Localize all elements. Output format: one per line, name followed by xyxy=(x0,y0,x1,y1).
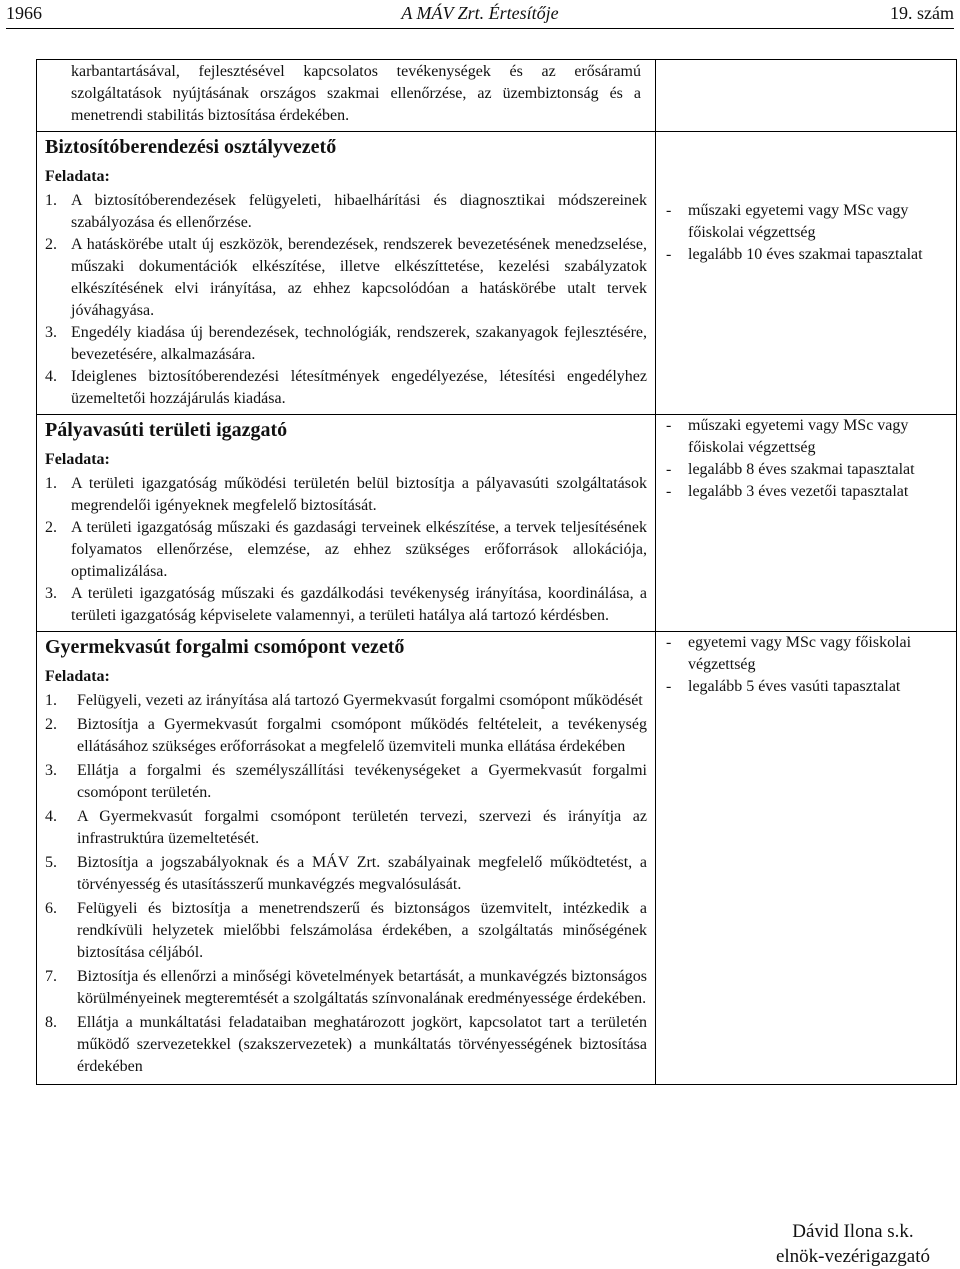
page-number: 1966 xyxy=(6,3,42,23)
task-item: 6. Felügyeli és biztosítja a menetrendszerű és biztonságos üzemvitelt, intézkedik a rendkívüli helyzetek mielőbbi felszámolása érdekében, a szolgáltatás minőségének biztosítása céljából. xyxy=(45,900,647,961)
position-2-tasks-cell xyxy=(37,415,656,632)
position-3-requirements xyxy=(662,632,950,698)
requirement-item: - egyetemi vagy MSc vagy főiskolai végzettség xyxy=(666,634,912,673)
signatory-name: Dávid Ilona s.k. xyxy=(792,1221,914,1242)
position-1-tasks-cell xyxy=(37,132,656,415)
task-item: 3. A területi igazgatóság műszaki és gazdálkodási tevékenység irányítása, koordinálása, a területi igazgatóság képviselete valamennyi, a területi hatálya alá tartozó kérdésben. xyxy=(45,585,647,624)
requirement-item: - műszaki egyetemi vagy MSc vagy főiskolai végzettség xyxy=(666,417,909,456)
position-2-title: Pályavasúti területi igazgató xyxy=(45,419,288,441)
requirement-item: - legalább 3 éves vezetői tapasztalat xyxy=(666,483,909,500)
position-row-2 xyxy=(37,415,957,632)
position-2-task-label: Feladata: xyxy=(45,451,110,468)
signatory-role: elnök-vezérigazgató xyxy=(775,1246,930,1267)
task-item: 8. Ellátja a munkáltatási feladataiban meghatározott jogkört, kapcsolatot tart a területén működő szervezetekkel (szakszervezetek) a munkáltatás törvényességének biztosítása érdekében xyxy=(45,1014,647,1075)
position-row-3 xyxy=(37,632,957,1085)
task-item: 4. A Gyermekvasút forgalmi csomópont területén tervezi, szervezi és irányítja az infrastruktúra üzemeltetését. xyxy=(45,808,647,847)
task-item: 3. Ellátja a forgalmi és személyszállítási tevékenységeket a Gyermekvasút forgalmi csomópont területén. xyxy=(45,762,647,801)
requirement-item: - legalább 8 éves szakmai tapasztalat xyxy=(666,461,915,478)
requirement-item: - műszaki egyetemi vagy MSc vagy főiskolai végzettség xyxy=(666,202,909,241)
position-1-task-label: Feladata: xyxy=(45,168,110,185)
task-item: 7. Biztosítja és ellenőrzi a minőségi követelmények betartását, a munkavégzés biztonságos körülményeinek megteremtését a szolgáltatás színvonalának eredményessége érdekében. xyxy=(45,968,647,1007)
task-item: 4. Ideiglenes biztosítóberendezési létesítmények engedélyezése, létesítési engedélyhez üzemeltetői hozzájárulás kiadása. xyxy=(45,368,647,407)
position-3-tasks-cell xyxy=(37,632,656,1085)
position-3-requirements-cell xyxy=(656,632,957,1085)
task-item: 5. Biztosítja a jogszabályoknak és a MÁV Zrt. szabályainak megfelelő működtetést, a törvényesség és utasításszerű munkavégzés megvalósulását. xyxy=(45,854,647,893)
position-2-requirements-cell xyxy=(656,415,957,632)
task-item: 3. Engedély kiadása új berendezések, technológiák, rendszerek, szakanyagok fejlesztésére, bevezetésére, alkalmazására. xyxy=(45,324,647,363)
position-1-task-list xyxy=(45,190,647,410)
position-1-title: Biztosítóberendezési osztályvezető xyxy=(45,136,337,158)
position-1-requirements xyxy=(662,200,950,266)
task-item: 1. Felügyeli, vezeti az irányítása alá tartozó Gyermekvasút forgalmi csomópont működését xyxy=(45,692,643,709)
intro-row xyxy=(37,60,957,132)
position-row-1 xyxy=(37,132,957,415)
intro-requirements-cell xyxy=(656,60,957,132)
task-item: 2. A hatáskörébe utalt új eszközök, berendezések, rendszerek bevezetésének menedzselése, műszaki dokumentációk elkészítése, illetve elkészíttetése, kezelési szabályzatok elkészítésének elvi irányítása, az ehhez kapcsolódóan a hatáskörébe utalt tervek jóváhagyása. xyxy=(45,236,647,319)
task-item: 2. A területi igazgatóság műszaki és gazdasági terveinek elkészítése, a tervek teljesítésének folyamatos ellenőrzése, elemzése, az ehhez szükséges erőforrások allokációja, optimalizálása. xyxy=(45,519,647,580)
intro-paragraph: karbantartásával, fejlesztésével kapcsolatos tevékenységek és az erősáramú szolgáltatások nyújtásának országos szakmai ellenőrzése, az üzembiztonság és a menetrendi stabilitás biztosítása érdekében. xyxy=(71,63,641,124)
task-item: 2. Biztosítja a Gyermekvasút forgalmi csomópont működés feltételeit, a tevékenység ellátásához szükséges erőforrásokat a megfelelő üzemviteli munka ellátása érdekében xyxy=(45,716,647,755)
requirement-item: - legalább 10 éves szakmai tapasztalat xyxy=(666,246,923,263)
issue-number: 19. szám xyxy=(890,3,954,23)
journal-title: A MÁV Zrt. Értesítője xyxy=(401,3,559,23)
positions-table xyxy=(36,59,957,1085)
position-2-requirements xyxy=(662,415,950,503)
task-item: 1. A biztosítóberendezések felügyeleti, hibaelhárítási és diagnosztikai módszereinek szabályozása és ellenőrzése. xyxy=(45,192,647,231)
intro-cell xyxy=(37,60,656,132)
page-header xyxy=(6,2,954,29)
position-2-task-list xyxy=(45,473,647,627)
position-3-task-list xyxy=(45,690,647,1078)
position-3-title: Gyermekvasút forgalmi csomópont vezető xyxy=(45,636,405,658)
signature-block xyxy=(776,1219,930,1269)
position-3-task-label: Feladata: xyxy=(45,668,110,685)
task-item: 1. A területi igazgatóság működési területén belül biztosítja a pályavasúti szolgáltatások megrendelői igényeknek megfelelő biztosítását. xyxy=(45,475,647,514)
requirement-item: - legalább 5 éves vasúti tapasztalat xyxy=(666,678,901,695)
position-1-requirements-cell xyxy=(656,132,957,415)
